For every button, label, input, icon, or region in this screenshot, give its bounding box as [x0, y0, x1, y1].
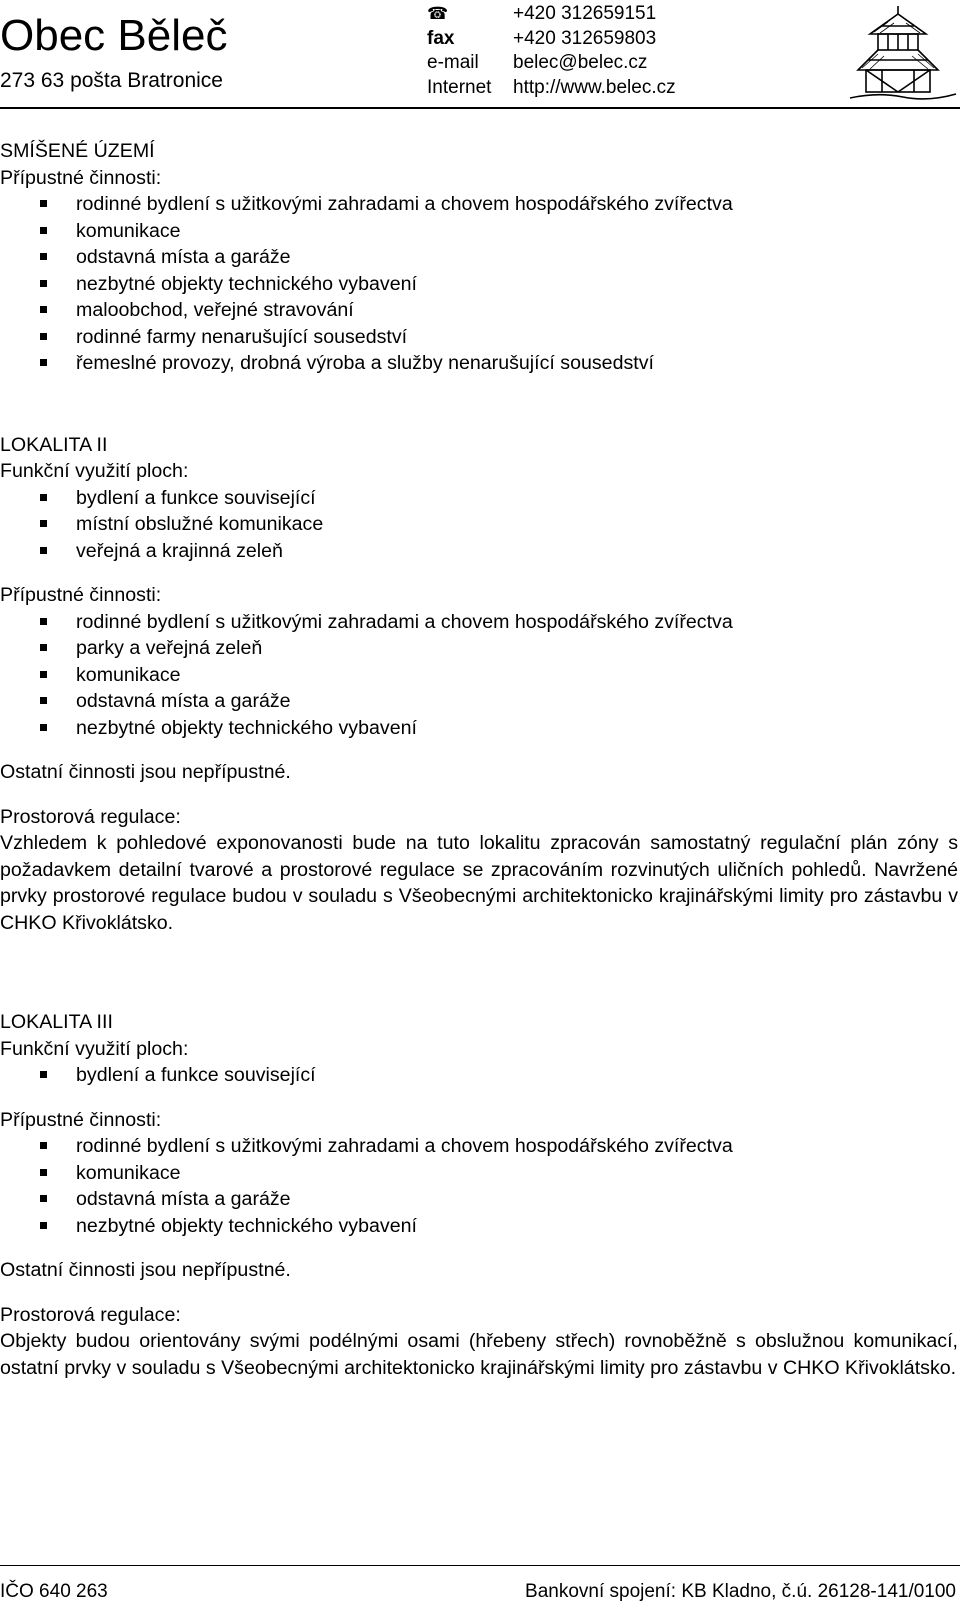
- list-item: nezbytné objekty technického vybavení: [0, 715, 958, 742]
- functional-use-list: [0, 1062, 958, 1089]
- other-activities-note: Ostatní činnosti jsou nepřípustné.: [0, 761, 291, 783]
- list-item: parky a veřejná zeleň: [0, 635, 958, 662]
- allowed-activities-label: Přípustné činnosti:: [0, 584, 162, 606]
- section-heading-lokalita-3: LOKALITA III: [0, 1011, 113, 1033]
- spacer: [0, 377, 958, 432]
- contact-email-value[interactable]: belec@belec.cz: [513, 52, 648, 73]
- section-heading-smisene-uzemi: SMÍŠENÉ ÚZEMÍ: [0, 140, 155, 162]
- contact-email-row: [427, 51, 676, 76]
- document-body: [0, 138, 958, 1381]
- spacer: [0, 1089, 958, 1107]
- contact-internet-value[interactable]: http://www.belec.cz: [513, 76, 676, 98]
- footer-ico: IČO 640 263: [0, 1581, 108, 1602]
- spacer: [0, 786, 958, 804]
- contact-phone-value: +420 312659151: [513, 3, 657, 24]
- functional-use-list: [0, 485, 958, 565]
- spacer: [0, 1284, 958, 1302]
- header-divider: [0, 107, 960, 109]
- list-item: komunikace: [0, 218, 958, 245]
- list-item: místní obslužné komunikace: [0, 511, 958, 538]
- municipality-address: 273 63 pošta Bratronice: [0, 69, 223, 92]
- municipality-title: Obec Běleč: [0, 11, 228, 60]
- list-item: rodinné bydlení s užitkovými zahradami a chovem hospodářského zvířectva: [0, 609, 958, 636]
- functional-use-label: Funkční využití ploch:: [0, 1037, 189, 1060]
- list-item: odstavná místa a garáže: [0, 244, 958, 271]
- allowed-activities-label: Přípustné činnosti:: [0, 166, 162, 189]
- contact-internet-label: Internet: [427, 76, 492, 98]
- belfry-logo-icon: [848, 4, 958, 104]
- list-item: komunikace: [0, 1160, 958, 1187]
- list-item: odstavná místa a garáže: [0, 1186, 958, 1213]
- allowed-activities-list: [0, 609, 958, 742]
- list-item: komunikace: [0, 662, 958, 689]
- contact-block: [427, 2, 676, 100]
- spatial-regulation-label: Prostorová regulace:: [0, 805, 181, 828]
- list-item: řemeslné provozy, drobná výroba a služby nenarušující sousedství: [0, 350, 958, 377]
- contact-fax-label: fax: [427, 27, 455, 49]
- list-item: veřejná a krajinná zeleň: [0, 538, 958, 565]
- list-item: rodinné farmy nenarušující sousedství: [0, 324, 958, 351]
- spatial-regulation-text: Objekty budou orientovány svými podélnými osami (hřebeny střech) rovnoběžně s obslužnou komunikací, ostatní prvky v souladu s Všeobecnými architektonicko krajinářskými limity pro zástavbu v CHKO Křivoklátsko.: [0, 1330, 958, 1379]
- contact-email-label: e-mail: [427, 52, 479, 73]
- spacer: [0, 991, 958, 1009]
- contact-fax-value: +420 312659803: [513, 27, 657, 49]
- allowed-activities-label: Přípustné činnosti:: [0, 1108, 162, 1131]
- allowed-activities-list: [0, 191, 958, 377]
- spatial-regulation-label: Prostorová regulace:: [0, 1303, 181, 1326]
- contact-fax-row: [427, 27, 676, 52]
- list-item: odstavná místa a garáže: [0, 688, 958, 715]
- phone-icon: ☎: [427, 4, 449, 23]
- footer-bank-details: Bankovní spojení: KB Kladno, č.ú. 26128-141/0100: [525, 1581, 956, 1602]
- list-item: nezbytné objekty technického vybavení: [0, 271, 958, 298]
- functional-use-label: Funkční využití ploch:: [0, 460, 189, 482]
- list-item: maloobchod, veřejné stravování: [0, 297, 958, 324]
- contact-internet-row: [427, 76, 676, 101]
- spatial-regulation-text: Vzhledem k pohledové exponovanosti bude na tuto lokalitu zpracován samostatný regulační plán zóny s požadavkem detailní tvarové a prostorové regulace se zpracováním rozvinutých uličních pohledů. Navržené prvky prostorové regulace budou v souladu s Všeobecnými architektonicko krajinářskými limity pro zástavbu v CHKO Křivoklátsko.: [0, 832, 958, 934]
- list-item: rodinné bydlení s užitkovými zahradami a chovem hospodářského zvířectva: [0, 1133, 958, 1160]
- contact-phone-row: [427, 2, 676, 27]
- footer-divider: [0, 1565, 960, 1566]
- other-activities-note: Ostatní činnosti jsou nepřípustné.: [0, 1259, 291, 1281]
- allowed-activities-list: [0, 1133, 958, 1239]
- spacer: [0, 564, 958, 582]
- list-item: nezbytné objekty technického vybavení: [0, 1213, 958, 1240]
- spacer: [0, 1239, 958, 1257]
- spacer: [0, 936, 958, 991]
- section-heading-lokalita-2: LOKALITA II: [0, 433, 108, 456]
- list-item: bydlení a funkce související: [0, 1062, 958, 1089]
- list-item: rodinné bydlení s užitkovými zahradami a chovem hospodářského zvířectva: [0, 191, 958, 218]
- list-item: bydlení a funkce související: [0, 485, 958, 512]
- spacer: [0, 741, 958, 759]
